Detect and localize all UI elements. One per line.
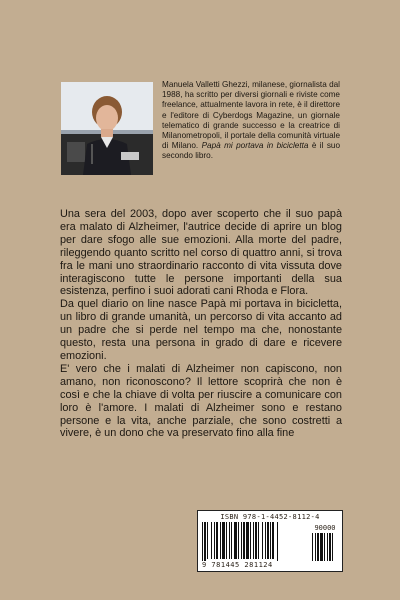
author-bio bbox=[162, 80, 340, 162]
barcode-stripe bbox=[253, 522, 254, 559]
barcode-stripe bbox=[267, 522, 269, 559]
barcode-stripe bbox=[216, 522, 218, 559]
author-bio-text bbox=[162, 80, 340, 162]
barcode-stripe bbox=[241, 522, 242, 559]
isbn-label: ISBN 978-1-4452-8112-4 bbox=[220, 513, 320, 521]
author-bio-body: Manuela Valletti Ghezzi, milanese, giornalista dal 1988, ha scritto per diversi giornali e riviste come freelance, attualmente lavora in rete, è il direttore e l'editore di Cyberdogs Magazine, un giornale telematico di grande successo e la creatrice di Milanometropoli, il portale della comunità virtuale di Milano. bbox=[162, 80, 340, 151]
barcode-stripe bbox=[231, 522, 232, 559]
barcode-stripe bbox=[250, 522, 251, 559]
barcode-stripe bbox=[270, 522, 271, 559]
barcode-stripe bbox=[277, 522, 278, 561]
barcode-addon-stripe bbox=[315, 533, 316, 561]
barcode-addon-stripe bbox=[324, 533, 325, 561]
synopsis-paragraph-2: Da quel diario on line nasce Papà mi portava in bicicletta, un libro di grande umanità, un percorso di vita accanto ad un padre che si perde nel tempo ma che, nonostante questo, resta una persona in grado di dare e ricevere emozioni. bbox=[60, 298, 342, 362]
synopsis-paragraph-1: Una sera del 2003, dopo aver scoperto che il suo papà era malato di Alzheimer, l'autrice decide di aprire un blog per dare sfogo alle sue emozioni. Alla morte del padre, rileggendo quanto scritto nel corso di quattro anni, si trova fra le mani uno straordinario racconto di vita vissuta dove interagiscono tutte le persone importanti della sua esistenza, perfino i suoi adorati cani Rhoda e Flora. bbox=[60, 208, 342, 298]
isbn-barcode bbox=[197, 510, 343, 572]
barcode-stripe bbox=[243, 522, 245, 559]
barcode-addon-stripe bbox=[312, 533, 313, 561]
barcode-addon-stripe bbox=[320, 533, 323, 561]
barcode-stripe bbox=[265, 522, 266, 559]
barcode-stripe bbox=[211, 522, 212, 559]
barcode-stripe bbox=[229, 522, 230, 559]
ean-digits: 9 781445 281124 bbox=[202, 561, 273, 569]
barcode-addon-stripe bbox=[332, 533, 333, 561]
addon-digits: 90000 bbox=[314, 524, 336, 532]
barcode-stripe bbox=[214, 522, 215, 559]
barcode-stripe bbox=[262, 522, 263, 559]
barcode-stripe bbox=[258, 522, 259, 559]
barcode-addon-stripe bbox=[329, 533, 331, 561]
barcode-stripe bbox=[220, 522, 221, 559]
barcode-stripe bbox=[222, 522, 225, 559]
book-synopsis bbox=[60, 208, 342, 440]
barcode-stripe bbox=[238, 522, 239, 559]
author-bio-closing: è il suo secondo libro. bbox=[162, 141, 341, 161]
synopsis-paragraph-3: E' vero che i malati di Alzheimer non capiscono, non amano, non riconoscono? Il lettore scoprirà che non è così e che la chiave di volta per riuscire a comunicare con loro è l'amore. I malati di Alzheimer sono e restano persone e la vita, anche parziale, che sono costretti a vivere, è un dono che va preservato fino alla fine bbox=[60, 362, 342, 440]
barcode-addon-stripe bbox=[317, 533, 319, 561]
author-photo bbox=[61, 82, 153, 175]
barcode-stripe bbox=[204, 522, 206, 561]
barcode-stripe bbox=[226, 522, 227, 559]
barcode-stripe bbox=[255, 522, 257, 559]
barcode-stripe bbox=[246, 522, 249, 559]
barcode-stripe bbox=[234, 522, 237, 559]
barcode-stripe bbox=[207, 522, 208, 559]
barcode-stripe bbox=[202, 522, 203, 561]
book-title-italic: Papà mi portava in bicicletta bbox=[201, 141, 309, 151]
author-portrait bbox=[61, 82, 153, 175]
barcode-stripe bbox=[272, 522, 274, 559]
barcode-addon-stripe bbox=[327, 533, 328, 561]
